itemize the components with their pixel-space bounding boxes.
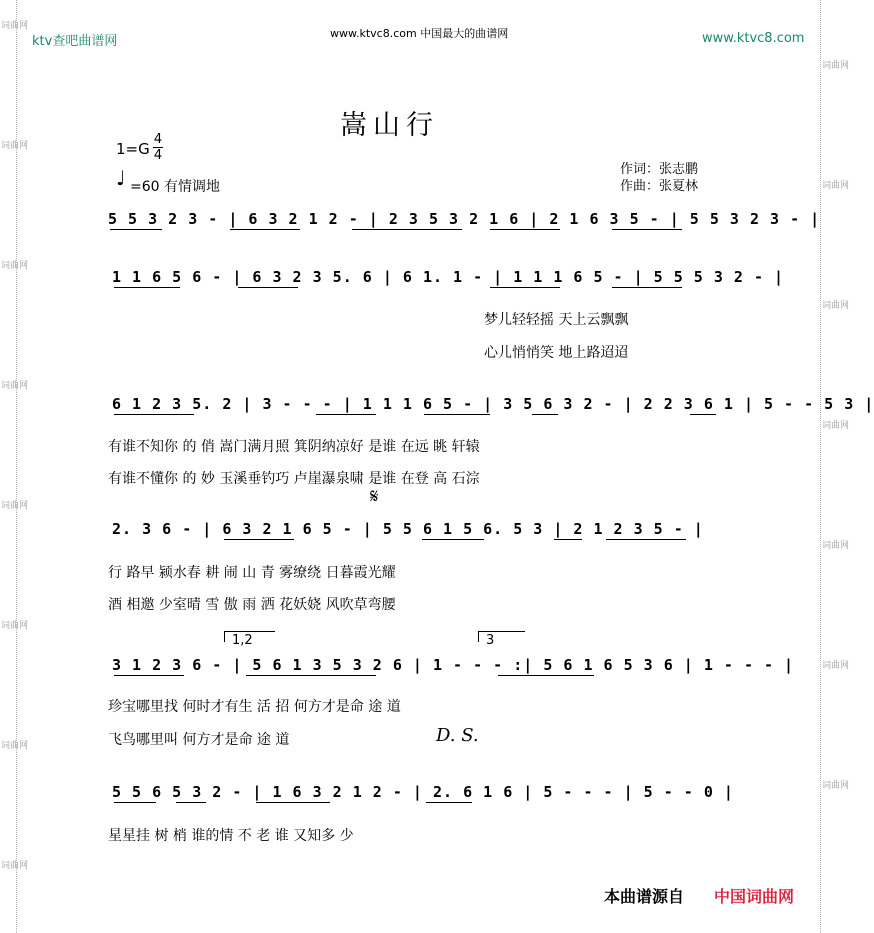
- key-signature: 1=G: [116, 140, 150, 158]
- side-watermark: 词曲网: [822, 541, 850, 551]
- side-watermark: 词曲网: [822, 661, 850, 671]
- side-watermark: 词曲网: [1, 381, 29, 391]
- score-line-4: 2. 3 6 - | 6 3 2 1 6 5 - | 5 5 6 1 5 6. 5 3 | 2 1 2 3 5 - |: [112, 520, 704, 538]
- beam-underline: [230, 229, 300, 230]
- time-signature-bottom: 4: [153, 148, 163, 163]
- side-watermark: 词曲网: [822, 181, 850, 191]
- score-line-6: 5 5 6 5 3 2 - | 1 6 3 2 1 2 - | 2. 6 1 6 | 5 - - - | 5 - - 0 |: [112, 783, 734, 801]
- song-title: 嵩山行: [340, 110, 439, 141]
- lyric-line-3a: 有谁不知你 的 俏 嵩门满月照 箕阴纳凉好 是谁 在远 眺 轩辕: [108, 439, 480, 455]
- side-watermark: 词曲网: [1, 261, 29, 271]
- lyric-line-2a: 梦儿轻轻摇 天上云飘飘: [484, 312, 629, 328]
- beam-underline: [224, 539, 294, 540]
- beam-underline: [352, 229, 462, 230]
- header-center-text: www.ktvc8.com 中国最大的曲谱网: [330, 27, 509, 40]
- side-watermark: 词曲网: [822, 781, 850, 791]
- side-watermark: 词曲网: [1, 621, 29, 631]
- beam-underline: [114, 287, 180, 288]
- score-line-5: 3 1 2 3 6 - | 5 6 1 3 5 3 2 6 | 1 - - - :| 5 6 1 6 5 3 6 | 1 - - - |: [112, 656, 795, 674]
- beam-underline: [554, 539, 582, 540]
- beam-underline: [316, 414, 376, 415]
- beam-underline: [490, 287, 560, 288]
- score-line-3: 6 1 2 3 5. 2 | 3 - - - | 1 1 1 6 5 - | 3 5 6 3 2 - | 2 2 3 6 1 | 5 - - 5 3 |: [112, 395, 874, 413]
- beam-underline: [426, 802, 472, 803]
- footer-site-link[interactable]: 中国词曲网: [714, 887, 795, 906]
- side-watermark: 词曲网: [822, 421, 850, 431]
- score-line-1: 5 5 3 2 3 - | 6 3 2 1 2 - | 2 3 5 3 2 1 6 | 2 1 6 3 5 - | 5 5 3 2 3 - |: [108, 210, 821, 228]
- side-watermark: 词曲网: [822, 301, 850, 311]
- score-line-2: 1 1 6 5 6 - | 6 3 2 3 5. 6 | 6 1. 1 - | 1 1 1 6 5 - | 5 5 5 3 2 - |: [112, 268, 785, 286]
- side-watermark: 词曲网: [1, 741, 29, 751]
- lyric-line-5a: 珍宝哪里找 何时才有生 活 招 何方才是命 途 道: [108, 699, 401, 715]
- side-watermark: 词曲网: [1, 141, 29, 151]
- time-signature: [153, 133, 163, 162]
- left-margin-line: [16, 0, 17, 933]
- beam-underline: [690, 414, 716, 415]
- lyric-line-4b: 酒 相邀 少室晴 雪 傲 雨 洒 花妖娆 风吹草弯腰: [108, 597, 396, 613]
- side-watermark: 词曲网: [1, 861, 29, 871]
- lyric-line-6: 星星挂 树 梢 谁的情 不 老 谁 又知多 少: [108, 828, 354, 844]
- lyric-line-3b: 有谁不懂你 的 妙 玉溪垂钓巧 卢崖瀑泉啸 是谁 在登 高 石淙: [108, 471, 480, 487]
- side-watermark: 词曲网: [1, 501, 29, 511]
- time-signature-top: 4: [153, 132, 163, 147]
- beam-underline: [176, 802, 206, 803]
- volta-label-1: 1,2: [232, 633, 253, 648]
- quarter-note-icon: ♩: [116, 166, 126, 190]
- beam-underline: [246, 675, 376, 676]
- beam-underline: [238, 287, 298, 288]
- beam-underline: [114, 802, 156, 803]
- header-site-url[interactable]: www.ktvc8.com: [702, 31, 805, 46]
- beam-underline: [424, 414, 490, 415]
- lyric-line-5b: 飞鸟哪里叫 何方才是命 途 道: [108, 732, 290, 748]
- beam-underline: [256, 802, 330, 803]
- beam-underline: [114, 675, 184, 676]
- footer-source-label: 本曲谱源自: [604, 887, 685, 906]
- beam-underline: [490, 229, 560, 230]
- beam-underline: [532, 414, 558, 415]
- tempo-marking: =60 有情调地: [130, 179, 220, 195]
- beam-underline: [612, 229, 682, 230]
- beam-underline: [110, 229, 162, 230]
- side-watermark: 词曲网: [1, 21, 29, 31]
- composer-credit: 作曲：张夏林: [620, 179, 699, 194]
- beam-underline: [114, 414, 194, 415]
- dal-segno-mark: D. S.: [436, 725, 479, 746]
- beam-underline: [498, 675, 594, 676]
- volta-label-2: 3: [486, 633, 495, 648]
- beam-underline: [606, 539, 686, 540]
- segno-sign: 𝄋: [370, 484, 379, 508]
- header-site-name[interactable]: ktv查吧曲谱网: [32, 34, 118, 49]
- right-margin-line: [820, 0, 821, 933]
- side-watermark: 词曲网: [822, 61, 850, 71]
- lyric-line-4a: 行 路早 颍水春 耕 闹 山 青 雾缭绕 日暮霞光耀: [108, 565, 396, 581]
- lyric-line-2b: 心儿悄悄笑 地上路迢迢: [484, 345, 629, 361]
- lyricist-credit: 作词：张志鹏: [620, 162, 699, 177]
- beam-underline: [612, 287, 682, 288]
- beam-underline: [422, 539, 484, 540]
